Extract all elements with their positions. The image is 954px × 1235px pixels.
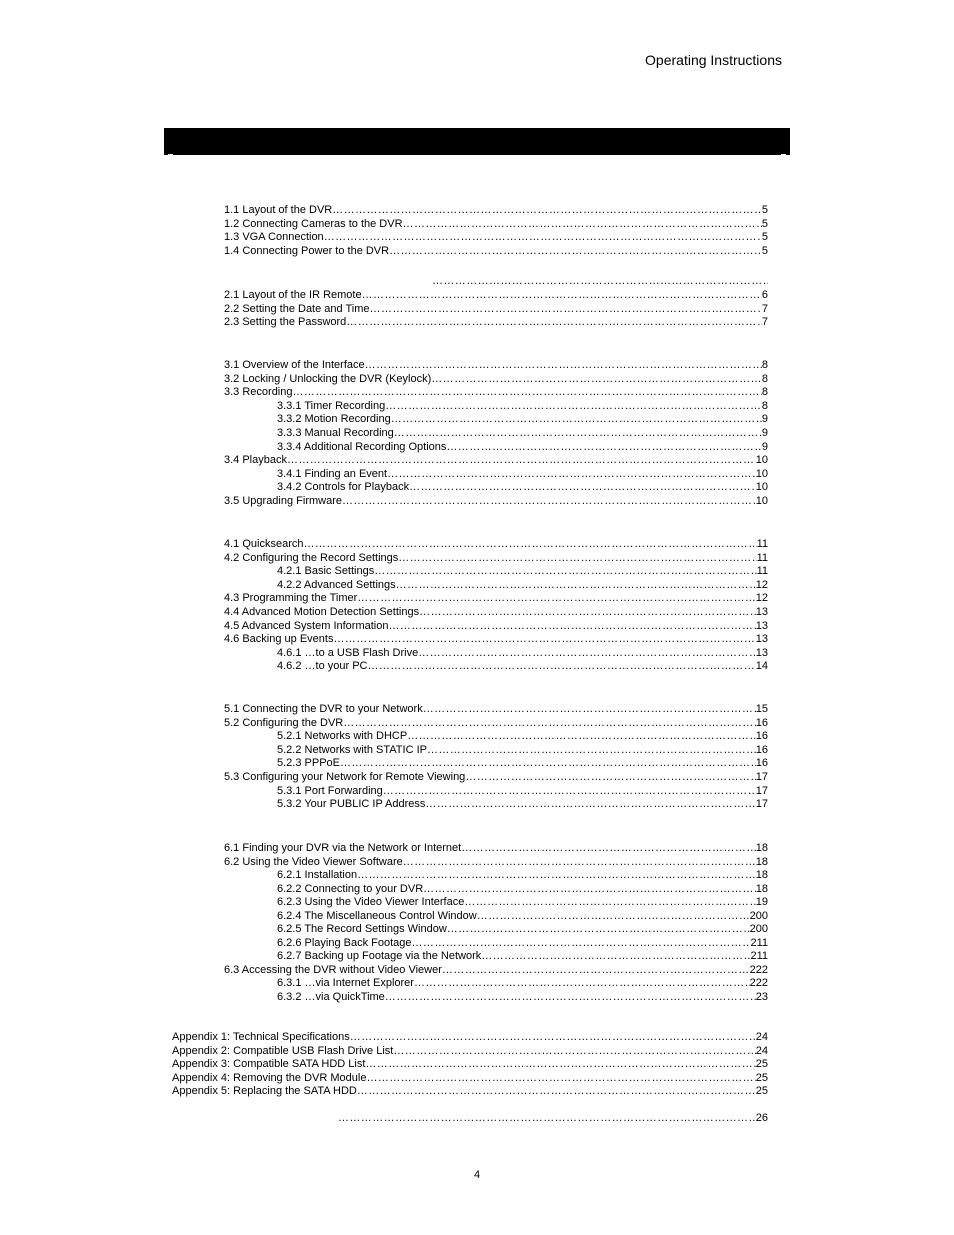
toc-entry-title: 2.1 Layout of the IR Remote (224, 289, 362, 301)
toc-dot-leader (366, 1071, 755, 1085)
toc-dot-leader (477, 909, 750, 923)
toc-entry (224, 702, 768, 716)
toc-dot-leader (365, 358, 762, 372)
toc-dot-leader (418, 646, 756, 660)
toc-dot-leader (425, 797, 755, 811)
toc-entry (277, 564, 768, 578)
toc-entry (277, 868, 768, 882)
toc-dot-leader (346, 315, 762, 329)
toc-entry-title: 1.3 VGA Connection (224, 231, 324, 243)
toc-entry-page: 9 (761, 413, 768, 425)
toc-dot-leader (343, 716, 756, 730)
toc-entry-title: 6.2.7 Backing up Footage via the Network (277, 950, 482, 962)
toc-entry-title: 6.3 Accessing the DVR without Video Viewer (224, 964, 442, 976)
title-bar-tick-right (781, 154, 786, 155)
toc-dot-leader (340, 756, 756, 770)
toc-entry (277, 743, 768, 757)
toc-entry-title: 6.3.2 …via QuickTime (277, 991, 385, 1003)
toc-dot-leader (423, 702, 756, 716)
toc-entry-page: 15 (755, 703, 768, 715)
toc-entry-title: 5.3 Configuring your Network for Remote Viewing (224, 771, 466, 783)
toc-entry-page: 26 (755, 1112, 768, 1124)
toc-dot-leader (398, 551, 756, 565)
toc-entry-page: 5 (761, 204, 768, 216)
toc-entry (224, 358, 768, 372)
toc-entry-page: 10 (755, 495, 768, 507)
toc-dot-leader (357, 868, 756, 882)
toc-entry (277, 882, 768, 896)
toc-entry-page: 16 (755, 757, 768, 769)
toc-entry-page: 25 (755, 1072, 768, 1084)
toc-entry-title: 5.2.3 PPPoE (277, 757, 340, 769)
toc-entry (224, 591, 768, 605)
toc-entry-page: 25 (755, 1058, 768, 1070)
toc-entry-page: 12 (755, 592, 768, 604)
toc-entry-title: 3.3.4 Additional Recording Options (277, 441, 447, 453)
toc-entry (224, 963, 768, 977)
toc-dot-leader (427, 743, 756, 757)
toc-entry (224, 605, 768, 619)
toc-dot-leader (385, 990, 756, 1004)
toc-entry (224, 385, 768, 399)
toc-dot-leader (393, 1044, 755, 1058)
toc-entry-title: 6.2.4 The Miscellaneous Control Window (277, 910, 477, 922)
toc-entry-page: 19 (755, 896, 768, 908)
toc-entry-page: 12 (755, 579, 768, 591)
toc-entry (277, 729, 768, 743)
toc-dot-leader (368, 659, 756, 673)
toc-dot-leader (481, 949, 750, 963)
toc-entry-title: 5.2.2 Networks with STATIC IP (277, 744, 427, 756)
toc-dot-leader (293, 385, 762, 399)
toc-entry (172, 1044, 768, 1058)
toc-heading-leader (432, 274, 768, 288)
toc-dot-leader (332, 203, 762, 217)
toc-entry-page: 16 (755, 730, 768, 742)
toc-dot-leader (403, 855, 756, 869)
toc-entry-title: 6.2.3 Using the Video Viewer Interface (277, 896, 465, 908)
toc-dot-leader (407, 729, 756, 743)
toc-entry-title: 4.6.1 …to a USB Flash Drive (277, 647, 419, 659)
toc-dot-leader (465, 770, 755, 784)
toc-entry (224, 453, 768, 467)
toc-final-leader (338, 1111, 768, 1125)
toc-entry (277, 922, 768, 936)
toc-entry (277, 440, 768, 454)
toc-entry-title: 3.4 Playback (224, 454, 287, 466)
toc-entry-page: 13 (755, 606, 768, 618)
toc-dot-leader (431, 372, 762, 386)
toc-entry-title: 5.1 Connecting the DVR to your Network (224, 703, 423, 715)
toc-entry-title: 4.5 Advanced System Information (224, 620, 389, 632)
toc-dot-leader (389, 244, 762, 258)
toc-entry-page: 9 (761, 427, 768, 439)
toc-entry-page: 8 (761, 373, 768, 385)
toc-entry (172, 1084, 768, 1098)
toc-entry-page: 18 (755, 883, 768, 895)
toc-entry-page: 18 (755, 869, 768, 881)
toc-entry-title: 6.1 Finding your DVR via the Network or Internet (224, 842, 462, 854)
toc-entry-title: 4.6 Backing up Events (224, 633, 334, 645)
toc-entry-page: 10 (755, 481, 768, 493)
toc-entry-page: 11 (756, 552, 768, 564)
toc-entry (277, 784, 768, 798)
toc-entry-page: 17 (755, 798, 768, 810)
toc-dot-leader (394, 426, 762, 440)
toc-dot-leader (383, 784, 756, 798)
toc-entry-page: 16 (755, 717, 768, 729)
toc-entry-title: 3.2 Locking / Unlocking the DVR (Keylock) (224, 373, 432, 385)
toc-entry-title: Appendix 4: Removing the DVR Module (172, 1072, 367, 1084)
toc-entry-title: 3.4.2 Controls for Playback (277, 481, 410, 493)
toc-entry-title: 3.5 Upgrading Firmware (224, 495, 342, 507)
toc-entry (224, 841, 768, 855)
toc-entry-page: 10 (755, 468, 768, 480)
toc-entry-page: 8 (761, 400, 768, 412)
toc-entry-title: 2.2 Setting the Date and Time (224, 303, 370, 315)
toc-dot-leader (409, 480, 756, 494)
toc-entry-page: 200 (749, 910, 768, 922)
toc-dot-leader (461, 841, 756, 855)
toc-entry-page: 5 (761, 245, 768, 257)
toc-entry (277, 467, 768, 481)
toc-entry (277, 646, 768, 660)
toc-entry-title: 3.3.2 Motion Recording (277, 413, 391, 425)
toc-dot-leader (412, 936, 751, 950)
toc-entry (277, 949, 768, 963)
toc-dot-leader (287, 453, 756, 467)
toc-entry-title: 6.2 Using the Video Viewer Software (224, 856, 403, 868)
toc-entry-title: 3.3.1 Timer Recording (277, 400, 386, 412)
toc-entry-title: Appendix 5: Replacing the SATA HDD (172, 1085, 357, 1097)
toc-dot-leader (333, 632, 755, 646)
toc-entry (277, 399, 768, 413)
toc-dot-leader (357, 591, 755, 605)
toc-entry (277, 659, 768, 673)
toc-entry-page: 18 (755, 842, 768, 854)
toc-entry-page: 17 (755, 785, 768, 797)
toc-entry-title: 6.2.2 Connecting to your DVR (277, 883, 424, 895)
toc-entry-page: 7 (761, 316, 768, 328)
toc-entry-title: 1.1 Layout of the DVR (224, 204, 333, 216)
toc-dot-leader (370, 302, 762, 316)
toc-entry-page: 10 (755, 454, 768, 466)
toc-entry (172, 1057, 768, 1071)
toc-dot-leader (396, 578, 756, 592)
toc-dot-leader (414, 976, 750, 990)
title-bar-tick-left (168, 154, 173, 155)
toc-entry-page: 211 (750, 950, 768, 962)
toc-entry (277, 412, 768, 426)
toc-dot-leader (446, 440, 761, 454)
toc-entry-title: 5.2.1 Networks with DHCP (277, 730, 408, 742)
toc-dot-leader (387, 467, 756, 481)
toc-entry-title: 2.3 Setting the Password (224, 316, 347, 328)
toc-entry-page: 24 (755, 1031, 768, 1043)
toc-entry (224, 203, 768, 217)
toc-entry (224, 315, 768, 329)
toc-dot-leader (464, 895, 755, 909)
toc-dot-leader (350, 1030, 756, 1044)
toc-entry-title: 3.3.3 Manual Recording (277, 427, 394, 439)
toc-entry-page: 6 (761, 289, 768, 301)
toc-dot-leader (423, 882, 756, 896)
toc-dot-leader (365, 1057, 755, 1071)
toc-dot-leader (388, 619, 755, 633)
toc-dot-leader (403, 217, 762, 231)
toc-entry (224, 551, 768, 565)
toc-entry (277, 909, 768, 923)
toc-entry-page: 222 (749, 964, 768, 976)
toc-entry-page: 9 (761, 441, 768, 453)
toc-entry-title: 3.4.1 Finding an Event (277, 468, 388, 480)
toc-dot-leader (432, 274, 768, 288)
toc-entry-page: 13 (755, 633, 768, 645)
toc-entry-title: 5.3.2 Your PUBLIC IP Address (277, 798, 426, 810)
toc-entry-page: 24 (755, 1045, 768, 1057)
toc-dot-leader (442, 963, 750, 977)
toc-entry (277, 797, 768, 811)
toc-entry-title: 4.2 Configuring the Record Settings (224, 552, 399, 564)
toc-entry-title: 4.2.2 Advanced Settings (277, 579, 396, 591)
toc-entry-title: 6.2.5 The Record Settings Window (277, 923, 447, 935)
toc-entry (224, 619, 768, 633)
toc-entry-title: 4.4 Advanced Motion Detection Settings (224, 606, 420, 618)
toc-entry (172, 1071, 768, 1085)
toc-entry-title: 6.2.6 Playing Back Footage (277, 937, 412, 949)
toc-entry (224, 372, 768, 386)
toc-entry (277, 480, 768, 494)
toc-entry-title: 4.3 Programming the Timer (224, 592, 358, 604)
toc-entry-title: 5.3.1 Port Forwarding (277, 785, 383, 797)
toc-dot-leader (362, 288, 762, 302)
toc-entry-title: 6.3.1 …via Internet Explorer (277, 977, 414, 989)
toc-entry-page: 17 (755, 771, 768, 783)
toc-entry-page: 8 (761, 359, 768, 371)
toc-entry (224, 230, 768, 244)
toc-entry-page: 23 (755, 991, 768, 1003)
toc-entry-title: 6.2.1 Installation (277, 869, 358, 881)
toc-entry (224, 244, 768, 258)
toc-entry (277, 578, 768, 592)
toc-entry (277, 976, 768, 990)
toc-entry-page: 25 (755, 1085, 768, 1097)
toc-entry (224, 716, 768, 730)
toc-entry-title: 4.6.2 …to your PC (277, 660, 368, 672)
toc-dot-leader (303, 537, 756, 551)
title-bar (164, 128, 790, 155)
toc-entry (277, 426, 768, 440)
toc-entry-title: Appendix 1: Technical Specifications (172, 1031, 350, 1043)
toc-entry (224, 302, 768, 316)
toc-entry-page: 18 (755, 856, 768, 868)
toc-entry-page: 11 (756, 565, 768, 577)
toc-entry (224, 217, 768, 231)
toc-dot-leader (391, 412, 762, 426)
toc-dot-leader (385, 399, 762, 413)
toc-entry (224, 537, 768, 551)
toc-entry (224, 770, 768, 784)
toc-entry (277, 756, 768, 770)
toc-entry-page: 200 (749, 923, 768, 935)
toc-dot-leader (338, 1111, 756, 1125)
toc-entry-page: 5 (761, 231, 768, 243)
toc-entry-title: 1.2 Connecting Cameras to the DVR (224, 218, 403, 230)
page-header-title: Operating Instructions (645, 52, 782, 68)
toc-entry (224, 855, 768, 869)
toc-dot-leader (324, 230, 762, 244)
toc-entry-page: 5 (761, 218, 768, 230)
toc-entry (224, 632, 768, 646)
toc-entry (277, 895, 768, 909)
toc-entry-title: 4.1 Quicksearch (224, 538, 304, 550)
toc-entry-title: Appendix 2: Compatible USB Flash Drive List (172, 1045, 394, 1057)
toc-entry-page: 14 (755, 660, 768, 672)
toc-dot-leader (419, 605, 756, 619)
toc-dot-leader (447, 922, 750, 936)
toc-entry-title: 4.2.1 Basic Settings (277, 565, 375, 577)
toc-entry-page: 11 (756, 538, 768, 550)
toc-entry-page: 8 (761, 386, 768, 398)
toc-entry (224, 494, 768, 508)
toc-entry (277, 936, 768, 950)
toc-entry-title: 3.3 Recording (224, 386, 293, 398)
toc-entry-title: 5.2 Configuring the DVR (224, 717, 344, 729)
toc-entry-title: 1.4 Connecting Power to the DVR (224, 245, 390, 257)
toc-entry-page: 7 (761, 303, 768, 315)
page-number: 4 (473, 1169, 481, 1181)
toc-entry (224, 288, 768, 302)
toc-entry (172, 1030, 768, 1044)
toc-entry (277, 990, 768, 1004)
toc-entry-title: 3.1 Overview of the Interface (224, 359, 365, 371)
toc-entry-page: 222 (749, 977, 768, 989)
toc-dot-leader (357, 1084, 756, 1098)
toc-entry-page: 16 (755, 744, 768, 756)
toc-entry-page: 211 (750, 937, 768, 949)
toc-dot-leader (342, 494, 756, 508)
toc-entry-title: Appendix 3: Compatible SATA HDD List (172, 1058, 366, 1070)
toc-entry-page: 13 (755, 647, 768, 659)
toc-dot-leader (374, 564, 756, 578)
toc-entry-page: 13 (755, 620, 768, 632)
